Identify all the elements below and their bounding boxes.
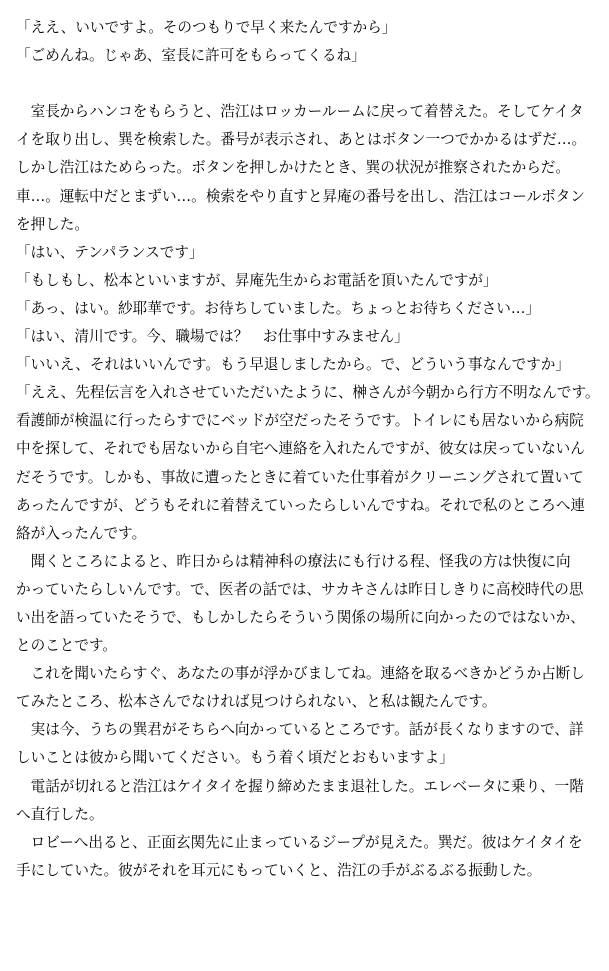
text-line: 室長からハンコをもらうと、浩江はロッカールームに戻って着替えた。そしてケイタ	[16, 103, 584, 121]
text-line: イを取り出し、巽を検索した。番号が表示され、あとはボタン一つでかかるはずだ…。	[16, 131, 587, 149]
text-line: へ直行した。	[16, 805, 104, 823]
text-line: だそうです。しかも、事故に遭ったときに着ていた仕事着がクリーニングされて置いて	[16, 468, 584, 486]
text-line: これを聞いたらすぐ、あなたの事が浮かびましてね。連絡を取るべきかどうか占断し	[16, 665, 585, 683]
document-page	[16, 14, 600, 885]
text-line: 中を探して、それでも居ないから自宅へ連絡を入れたんですが、彼女は戻っていないん	[16, 440, 585, 458]
text-line: 「はい、清川です。今、職場では？ お仕事中すみません」	[16, 328, 409, 346]
text-line: 実は今、うちの巽君がそちらへ向かっているところです。話が長くなりますので、詳	[16, 721, 584, 739]
text-line: とのことです。	[16, 637, 117, 655]
text-line: 「もしもし、松本といいますが、昇庵先生からお電話を頂いたんですが」	[16, 271, 498, 289]
text-line: を押した。	[16, 215, 89, 233]
text-line: 看護師が検温に行ったらすでにベッドが空だったそうです。トイレにも居ないから病院	[16, 412, 584, 430]
text-line: 聞くところによると、昨日からは精神科の療法にも行ける程、怪我の方は快復に向	[16, 552, 571, 570]
text-line: てみたところ、松本さんでなければ見つけられない、と私は観たんです。	[16, 693, 497, 711]
text-line: しいことは彼から聞いてください。もう着く頃だとおもいますよ」	[16, 749, 454, 767]
text-line: 「ええ、いいですよ。そのつもりで早く来たんですから」	[16, 19, 397, 36]
text-line: 「ごめんね。じゃあ、室長に許可をもらってくるね」	[16, 47, 366, 65]
text-line: 手にしていた。彼がそれを耳元にもっていくと、浩江の手がぶるぶる振動した。	[16, 861, 542, 879]
text-line: かっていたらしいんです。で、医者の話では、サカキさんは昨日しきりに高校時代の思	[16, 580, 584, 598]
text-line: 絡が入ったんです。	[16, 524, 147, 542]
text-line: い出を語っていたそうで、もしかしたらそういう関係の場所に向かったのではないか、	[16, 608, 585, 626]
blank-line	[16, 70, 596, 98]
text-line: 「いいえ、それはいいんです。もう早退しましたから。で、どういう事なんですか」	[16, 356, 570, 374]
text-line: 車…。運転中だとまずい…。検索をやり直すと昇庵の番号を出し、浩江はコールボタン	[16, 187, 585, 205]
text-line: 「はい、テンパランスです」	[16, 243, 204, 261]
text-line: 電話が切れると浩江はケイタイを握り締めたまま退社した。エレベータに乗り、一階	[16, 777, 584, 795]
text-line: 「ええ、先程伝言を入れさせていただいたように、榊さんが今朝から行方不明なんです。	[16, 384, 600, 402]
text-line: ロビーへ出ると、正面玄関先に止まっているジープが見えた。巽だ。彼はケイタイを	[16, 833, 583, 851]
text-line: しかし浩江はためらった。ボタンを押しかけたとき、巽の状況が推察されたからだ。	[16, 159, 570, 177]
text-line: あったんですが、どうもそれに着替えていったらしいんですね。それで私のところへ連	[16, 496, 586, 514]
text-line: 「あっ、はい。紗耶華です。お待ちしていました。ちょっとお待ちください…」	[16, 299, 541, 317]
